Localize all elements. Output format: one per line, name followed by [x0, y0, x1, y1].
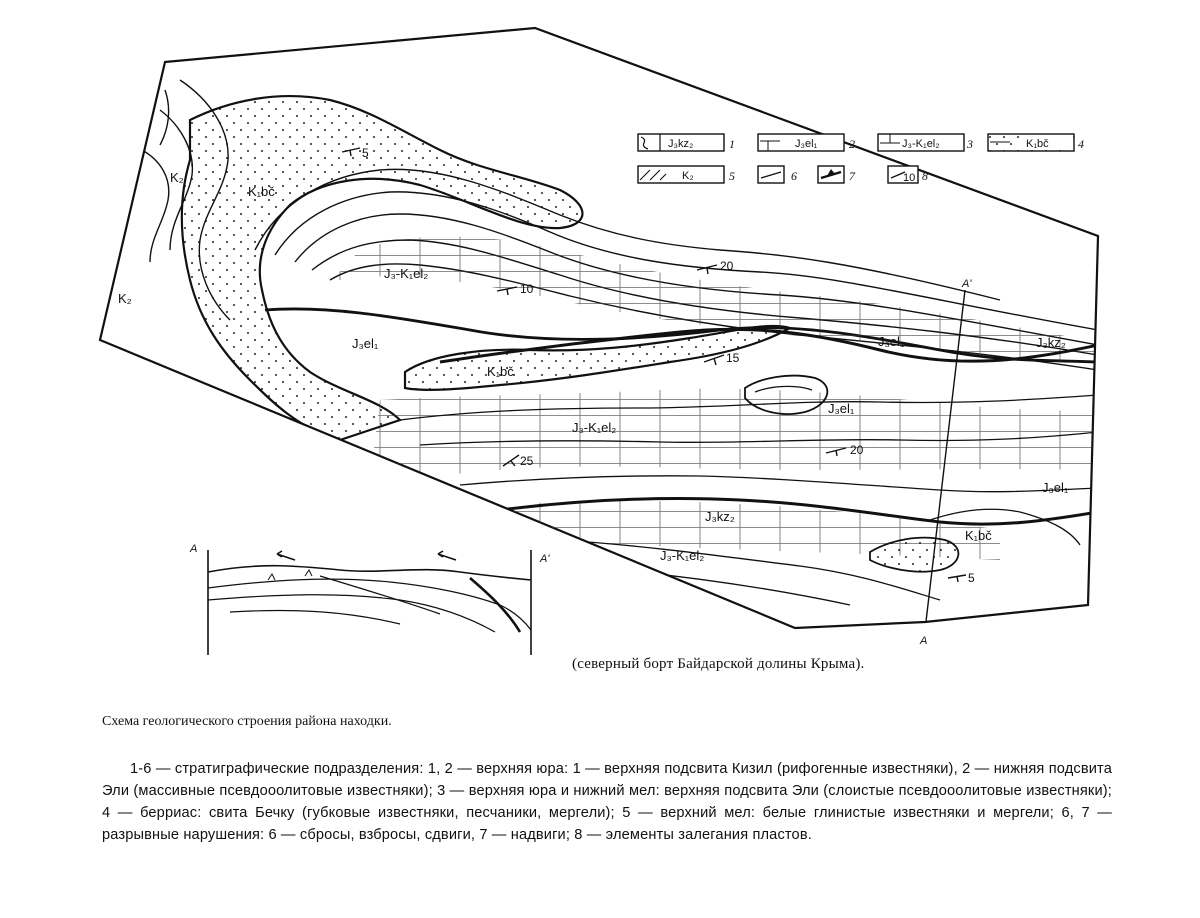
- legend-symbol-5: K₂: [682, 170, 694, 182]
- legend-symbol-8: 10: [903, 172, 916, 184]
- label-j3k1el2-north: J₃-K₁el₂: [384, 266, 429, 281]
- legend-symbol-4: K₁bč: [1026, 138, 1049, 150]
- label-j3k1el2-south: J₃-K₁el₂: [660, 548, 705, 563]
- legend-number-4: 4: [1078, 137, 1084, 151]
- legend-number-5: 5: [729, 169, 735, 183]
- legend-symbol-3: J₃-K₁el₂: [902, 138, 940, 150]
- label-k2-a: K₂: [170, 170, 184, 185]
- label-j3kz2-south: J₃kz₂: [705, 509, 735, 524]
- caption-legend: 1-6 — стратиграфические подразделения: 1, 2 — верхняя юра: 1 — верхняя подсвита Кизил (рифогенные известняки), 2 — нижняя подсвита Эли (массивные псевдооолитовые известняки); 3 — верхняя юра и нижний мел: верхняя подсвита Эли (слоистые псевдооолитовые известняки); 4 — берриас: свита Бечку (губковые известняки, песчаники, мергели); 5 — верхний мел: белые глинистые известняки и мергели; 6, 7 — разрывные нарушения: 6 — сбросы, взбросы, сдвиги, 7 — надвиги; 8 — элементы залегания пластов.: [102, 761, 1112, 843]
- dip-15: 15: [726, 351, 740, 365]
- dip-5-north: 5: [362, 146, 369, 160]
- legend-item-6: [758, 166, 797, 183]
- dip-25: 25: [520, 454, 534, 468]
- legend-item-2: [758, 134, 855, 151]
- legend-item-5: [638, 166, 735, 183]
- legend-number-1: 1: [729, 137, 735, 151]
- label-j3el1-west: J₃el₁: [352, 336, 379, 351]
- section-point-a-prime: A': [962, 278, 972, 290]
- legend-item-3: [878, 134, 973, 151]
- cross-section: [189, 543, 550, 655]
- label-j3k1el2-center: J₃-K₁el₂: [572, 420, 617, 435]
- legend-number-7: 7: [849, 169, 855, 183]
- label-k1bc-se: K₁bč: [965, 528, 992, 543]
- section-point-a: A: [920, 635, 928, 647]
- label-j3el1-north: J₃el₁: [878, 334, 905, 349]
- legend-number-2: 2: [849, 137, 855, 151]
- legend-number-6: 6: [791, 169, 797, 183]
- label-j3el1-center: J₃el₁: [828, 401, 855, 416]
- dip-5-south: 5: [968, 571, 975, 585]
- caption-location: (северный борт Байдарской долины Крыма).: [572, 656, 865, 672]
- legend-item-4: [988, 134, 1084, 151]
- dip-20-north: 20: [720, 259, 734, 273]
- label-k2-b: K₂: [118, 291, 132, 306]
- dip-10: 10: [520, 282, 534, 296]
- legend-item-7: [818, 166, 856, 183]
- label-j3kz2-east: J₃kz₂: [1036, 335, 1066, 350]
- label-k1bc-nw: K₁bč: [248, 184, 275, 199]
- label-j3el1-east: J₃el₁: [1042, 480, 1069, 495]
- dip-20-south: 20: [850, 443, 864, 457]
- label-k1bc-center: K₁bč: [487, 364, 514, 379]
- legend-item-1: [638, 134, 735, 151]
- section-label-a-prime: A': [540, 553, 550, 565]
- legend-item-8: [888, 166, 928, 184]
- section-label-a: A: [190, 543, 198, 555]
- legend-number-8: 8: [922, 169, 928, 183]
- legend-symbol-2: J₃el₁: [795, 138, 818, 150]
- legend-number-3: 3: [967, 137, 973, 151]
- legend-symbol-1: J₃kz₂: [668, 138, 694, 150]
- caption-title: Схема геологического строения района находки.: [102, 714, 392, 729]
